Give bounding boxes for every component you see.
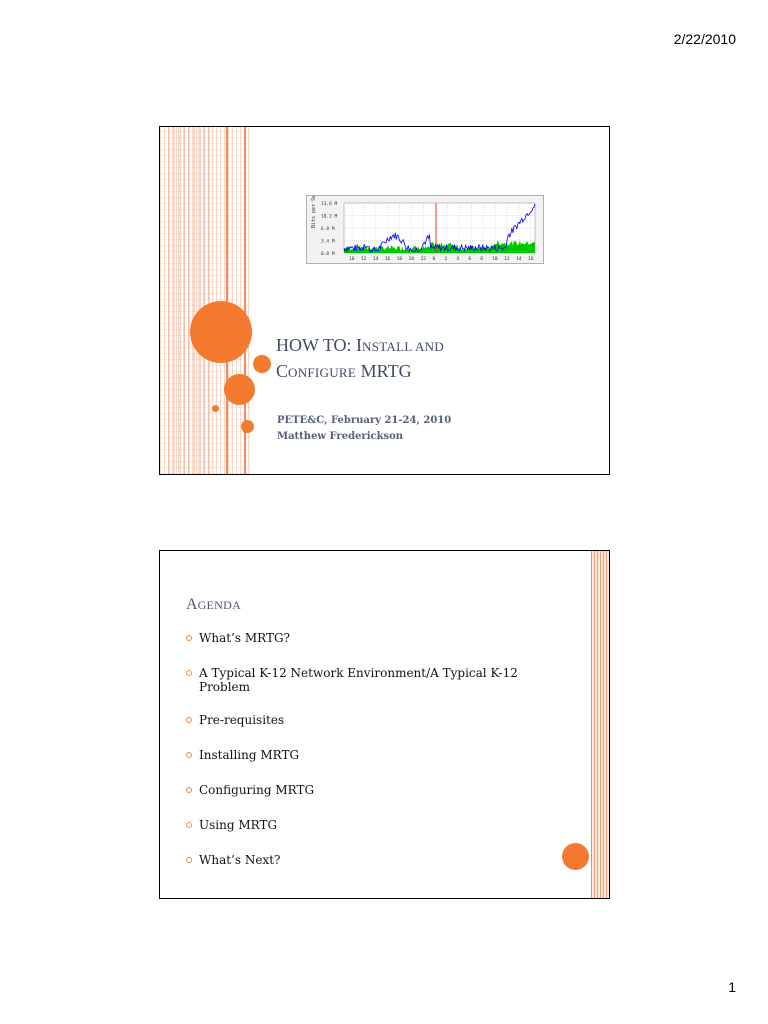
bullet-icon	[186, 635, 192, 641]
title-cap-i: I	[356, 335, 363, 355]
accent-line	[591, 551, 592, 898]
x-tick-label: 6	[468, 257, 472, 262]
title-mrtg: MRTG	[356, 361, 412, 381]
header-date: 2/22/2010	[673, 31, 736, 47]
y-tick-label: 3.4 M	[321, 239, 335, 245]
slide-agenda	[159, 550, 610, 899]
y-tick-label: 10.2 M	[321, 214, 338, 220]
list-item	[186, 748, 566, 762]
list-item-text: Using MRTG	[199, 818, 278, 832]
x-tick-label: 2	[444, 257, 448, 262]
slide-title	[159, 126, 610, 475]
agenda-rest: GENDA	[197, 598, 242, 612]
title-cap-c: C	[276, 361, 289, 381]
list-item	[186, 666, 566, 694]
y-axis-label: Bits per Second	[311, 196, 317, 228]
bullet-icon	[186, 670, 192, 676]
mrtg-traffic-graph	[306, 195, 544, 264]
page-number: 1	[728, 979, 736, 995]
agenda-cap-a: A	[186, 596, 198, 613]
x-tick-label: 14	[372, 257, 379, 262]
list-item-text: A Typical K-12 Network Environment/A Typical K-12 Problem	[199, 666, 518, 694]
list-item-text: What’s Next?	[199, 853, 281, 867]
title-nstall: NSTALL AND	[362, 339, 445, 354]
bullet-icon	[186, 787, 192, 793]
agenda-heading	[186, 596, 241, 614]
decorative-circle-large	[190, 301, 252, 363]
slide-title-heading	[276, 333, 596, 385]
decorative-circle-medium	[224, 374, 255, 405]
y-tick-label: 13.6 M	[321, 202, 338, 207]
x-tick-label: 18	[396, 257, 403, 262]
x-tick-label: 16	[384, 257, 391, 262]
x-tick-label: 12	[504, 257, 510, 262]
list-item-text: Installing MRTG	[199, 748, 300, 762]
list-item	[186, 853, 566, 867]
slide-subtitle	[277, 413, 451, 445]
bullet-icon	[186, 752, 192, 758]
subtitle-author: Matthew Frederickson	[277, 431, 404, 442]
mrtg-graph-svg	[307, 196, 543, 263]
x-tick-label: 22	[420, 257, 427, 262]
decorative-circle	[562, 843, 589, 870]
decorative-circle	[253, 355, 271, 373]
list-item-text: Pre-requisites	[199, 713, 285, 727]
subtitle-event: PETE&C, February 21-24, 2010	[277, 415, 452, 426]
decorative-circle	[241, 420, 254, 433]
bullet-icon	[186, 717, 192, 723]
title-onfigure: ONFIGURE	[288, 365, 357, 380]
y-tick-label: 0.0 M	[321, 252, 335, 257]
list-item-text: Configuring MRTG	[199, 783, 315, 797]
list-item	[186, 713, 566, 727]
bullet-icon	[186, 857, 192, 863]
decorative-stripes	[591, 551, 609, 898]
title-prefix: HOW TO:	[276, 335, 357, 355]
list-item-text: What’s MRTG?	[199, 631, 290, 645]
x-tick-label: 4	[456, 257, 460, 262]
decorative-stripes-dense	[168, 127, 210, 474]
list-item	[186, 631, 566, 645]
x-tick-label: 14	[516, 257, 522, 262]
x-tick-label: 8	[480, 257, 483, 262]
decorative-circle-small	[212, 405, 219, 412]
bullet-icon	[186, 822, 192, 828]
x-tick-label: 20	[408, 257, 415, 262]
x-tick-label: 0	[432, 257, 436, 262]
list-item	[186, 783, 566, 797]
x-tick-label: 10	[349, 257, 355, 262]
y-tick-label: 6.8 M	[321, 227, 335, 232]
agenda-list	[186, 631, 566, 867]
list-item	[186, 818, 566, 832]
x-tick-label: 16	[528, 257, 534, 262]
x-tick-label: 12	[360, 257, 367, 262]
x-tick-label: 10	[492, 257, 498, 262]
